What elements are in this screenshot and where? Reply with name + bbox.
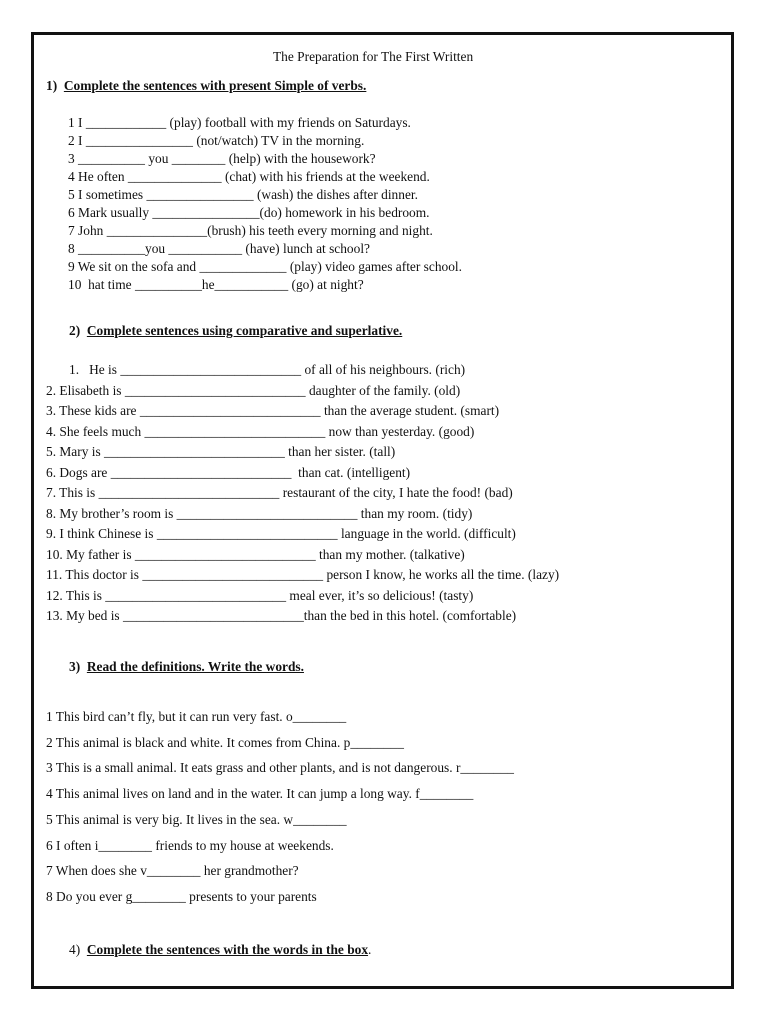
exercise-line: 13. My bed is ___________________________than the bed in this hotel. (comfortable) (46, 608, 517, 623)
exercise-line: 2 This animal is black and white. It comes from China. p________ (46, 734, 404, 750)
exercise-line: 4 This animal lives on land and in the water. It can jump a long way. f________ (46, 786, 474, 802)
section-2-heading (69, 324, 402, 337)
exercise-line: 6. Dogs are ___________________________ than cat. (intelligent) (46, 464, 411, 480)
exercise-line: 5 I sometimes ________________ (wash) the dishes after dinner. (68, 187, 418, 202)
section-3-number: 3) (69, 659, 81, 674)
exercise-line: 1. He is ___________________________ of all of his neighbours. (rich) (69, 362, 466, 377)
exercise-line: 3 __________ you ________ (help) with the housework? (68, 151, 376, 166)
exercise-line: 7 John _______________(brush) his teeth every morning and night. (68, 223, 433, 238)
exercise-line: 7 When does she v________ her grandmother? (46, 863, 299, 879)
section-4-heading (69, 943, 371, 956)
section-2-heading-text: Complete sentences using comparative and superlative. (86, 323, 403, 338)
exercise-line: 5 This animal is very big. It lives in the sea. w________ (46, 811, 347, 827)
section-4-heading-suffix: . (368, 942, 372, 957)
exercise-line: 10. My father is ___________________________ than my mother. (talkative) (46, 546, 465, 562)
exercise-line: 9. I think Chinese is ___________________________ language in the world. (difficult) (46, 526, 516, 541)
section-1-number: 1) (46, 78, 58, 93)
section-3-heading-text: Read the definitions. Write the words. (86, 659, 304, 674)
exercise-line: 6 Mark usually ________________(do) homework in his bedroom. (68, 205, 430, 220)
exercise-line: 4. She feels much ___________________________ now than yesterday. (good) (46, 423, 475, 439)
exercise-line: 10 hat time __________he___________ (go) at night? (68, 277, 364, 292)
exercise-line: 8. My brother’s room is ___________________________ than my room. (tidy) (46, 505, 473, 521)
exercise-line: 8 __________you ___________ (have) lunch at school? (68, 241, 370, 256)
section-2-number: 2) (69, 323, 81, 338)
exercise-line: 6 I often i________ friends to my house at weekends. (46, 837, 334, 853)
exercise-line: 9 We sit on the sofa and _____________ (play) video games after school. (68, 259, 462, 274)
exercise-line: 3 This is a small animal. It eats grass and other plants, and is not dangerous. r________ (46, 760, 514, 776)
exercise-line: 8 Do you ever g________ presents to your parents (46, 888, 317, 904)
exercise-line: 2. Elisabeth is ___________________________ daughter of the family. (old) (46, 382, 461, 398)
exercise-line: 4 He often ______________ (chat) with his friends at the weekend. (68, 169, 430, 184)
exercise-line: 11. This doctor is ___________________________ person I know, he works all the time. (lazy) (46, 567, 560, 582)
section-4-heading-text: Complete the sentences with the words in the box (86, 942, 369, 957)
exercise-line: 2 I ________________ (not/watch) TV in the morning. (68, 133, 365, 148)
exercise-line: 5. Mary is ___________________________ than her sister. (tall) (46, 444, 396, 459)
exercise-line: 1 I ____________ (play) football with my friends on Saturdays. (68, 115, 411, 130)
exercise-line: 3. These kids are ___________________________ than the average student. (smart) (46, 403, 500, 418)
section-4-number: 4) (69, 942, 81, 957)
section-1-heading (46, 79, 366, 92)
document-title: The Preparation for The First Written (273, 49, 474, 64)
section-3-heading (69, 660, 304, 673)
exercise-line: 7. This is ___________________________ restaurant of the city, I hate the food! (bad) (46, 485, 513, 500)
exercise-line: 12. This is ___________________________ meal ever, it’s so delicious! (tasty) (46, 587, 474, 603)
section-1-heading-text: Complete the sentences with present Simple of verbs. (63, 78, 367, 93)
exercise-line: 1 This bird can’t fly, but it can run very fast. o________ (46, 709, 347, 724)
